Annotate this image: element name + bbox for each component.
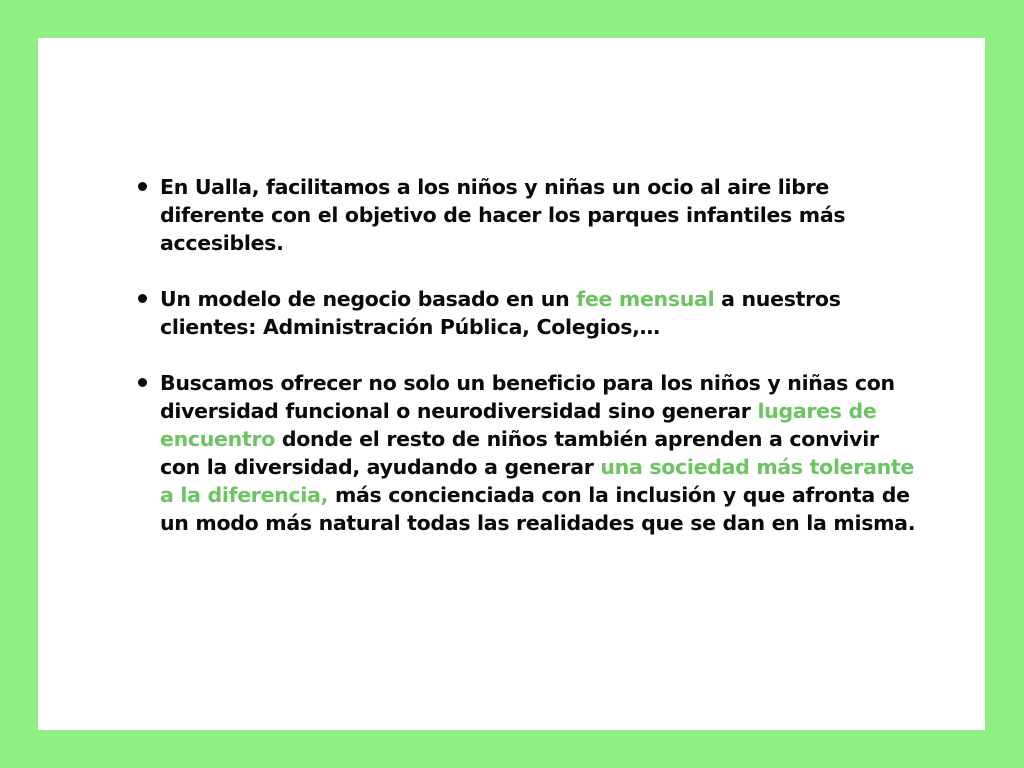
- bullet-dot-icon: [138, 182, 147, 191]
- bullet-text: más concienciada con la inclusión y que afronta de un modo más natural todas las realidades que se dan en la misma.: [160, 483, 916, 535]
- bullet-text: a nuestros clientes: Administración Pública, Colegios,…: [160, 287, 841, 339]
- bullet-dot-icon: [138, 378, 147, 387]
- bullet-list: [138, 173, 918, 537]
- bullet-item-ualla: [138, 173, 918, 257]
- highlight-lugares-de-encuentro: lugares de encuentro: [160, 399, 877, 451]
- bullet-dot-icon: [138, 294, 147, 303]
- bullet-text: Buscamos ofrecer no solo un beneficio para los niños y niñas con diversidad funcional o neurodiversidad sino generar: [160, 371, 895, 423]
- slide-canvas: [38, 38, 985, 730]
- bullet-text: En Ualla, facilitamos a los niños y niñas un ocio al aire libre diferente con el objetivo de hacer los parques infantiles más accesibles.: [160, 175, 846, 255]
- highlight-fee-mensual: fee mensual: [576, 287, 715, 311]
- bullet-item-business-model: [138, 285, 918, 341]
- bullet-text: Un modelo de negocio basado en un: [160, 287, 577, 311]
- bullet-text: donde el resto de niños también aprenden a convivir con la diversidad, ayudando a generar: [160, 427, 879, 479]
- highlight-sociedad-tolerante: una sociedad más tolerante a la diferencia,: [160, 455, 915, 507]
- bullet-item-purpose: [138, 369, 918, 537]
